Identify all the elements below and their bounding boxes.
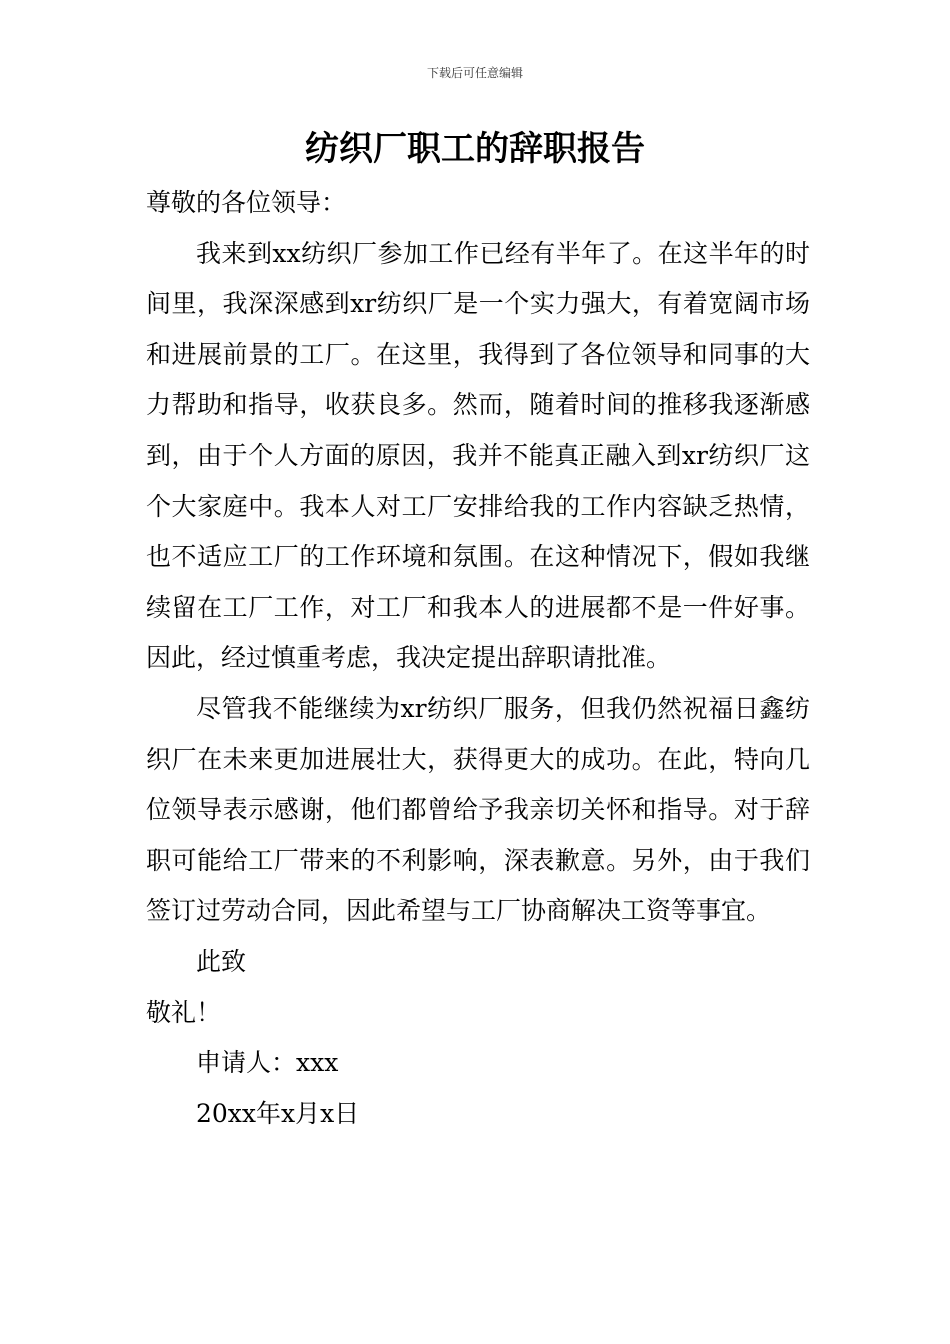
page-title: 纺织厂职工的辞职报告 — [305, 129, 645, 169]
salutation: 尊敬的各位领导： — [146, 188, 347, 217]
applicant-line: 申请人：xxx — [196, 1048, 339, 1078]
header-note: 下载后可任意编辑 — [426, 66, 523, 80]
date-line: 20xx年x月x日 — [196, 1098, 360, 1128]
paragraph-2: 尽管我不能继续为xr纺织厂服务，但我仍然祝福日鑫纺织厂在未来更加进展壮大，获得更大的成功。在此，特向几位领导表示感谢，他们都曾给予我亲切关怀和指导。对于辞职可能给工厂带来的不利影响，深表歉意。另外，由于我们签订过劳动合同，因此希望与工厂协商解决工资等事宜。 — [146, 693, 810, 926]
document-body — [146, 178, 810, 1139]
closing-line-2: 敬礼！ — [146, 997, 222, 1027]
closing-line-1: 此致 — [196, 946, 247, 976]
paragraph-1: 我来到xx纺织厂参加工作已经有半年了。在这半年的时间里，我深深感到xr纺织厂是一个实力强大，有着宽阔市场和进展前景的工厂。在这里，我得到了各位领导和同事的大力帮助和指导，收获良多。然而，随着时间的推移我逐渐感到，由于个人方面的原因，我并不能真正融入到xr纺织厂这个大家庭中。我本人对工厂安排给我的工作内容缺乏热情，也不适应工厂的工作环境和氛围。在这种情况下，假如我继续留在工厂工作，对工厂和我本人的进展都不是一件好事。因此，经过慎重考虑，我决定提出辞职请批准。 — [146, 238, 810, 673]
